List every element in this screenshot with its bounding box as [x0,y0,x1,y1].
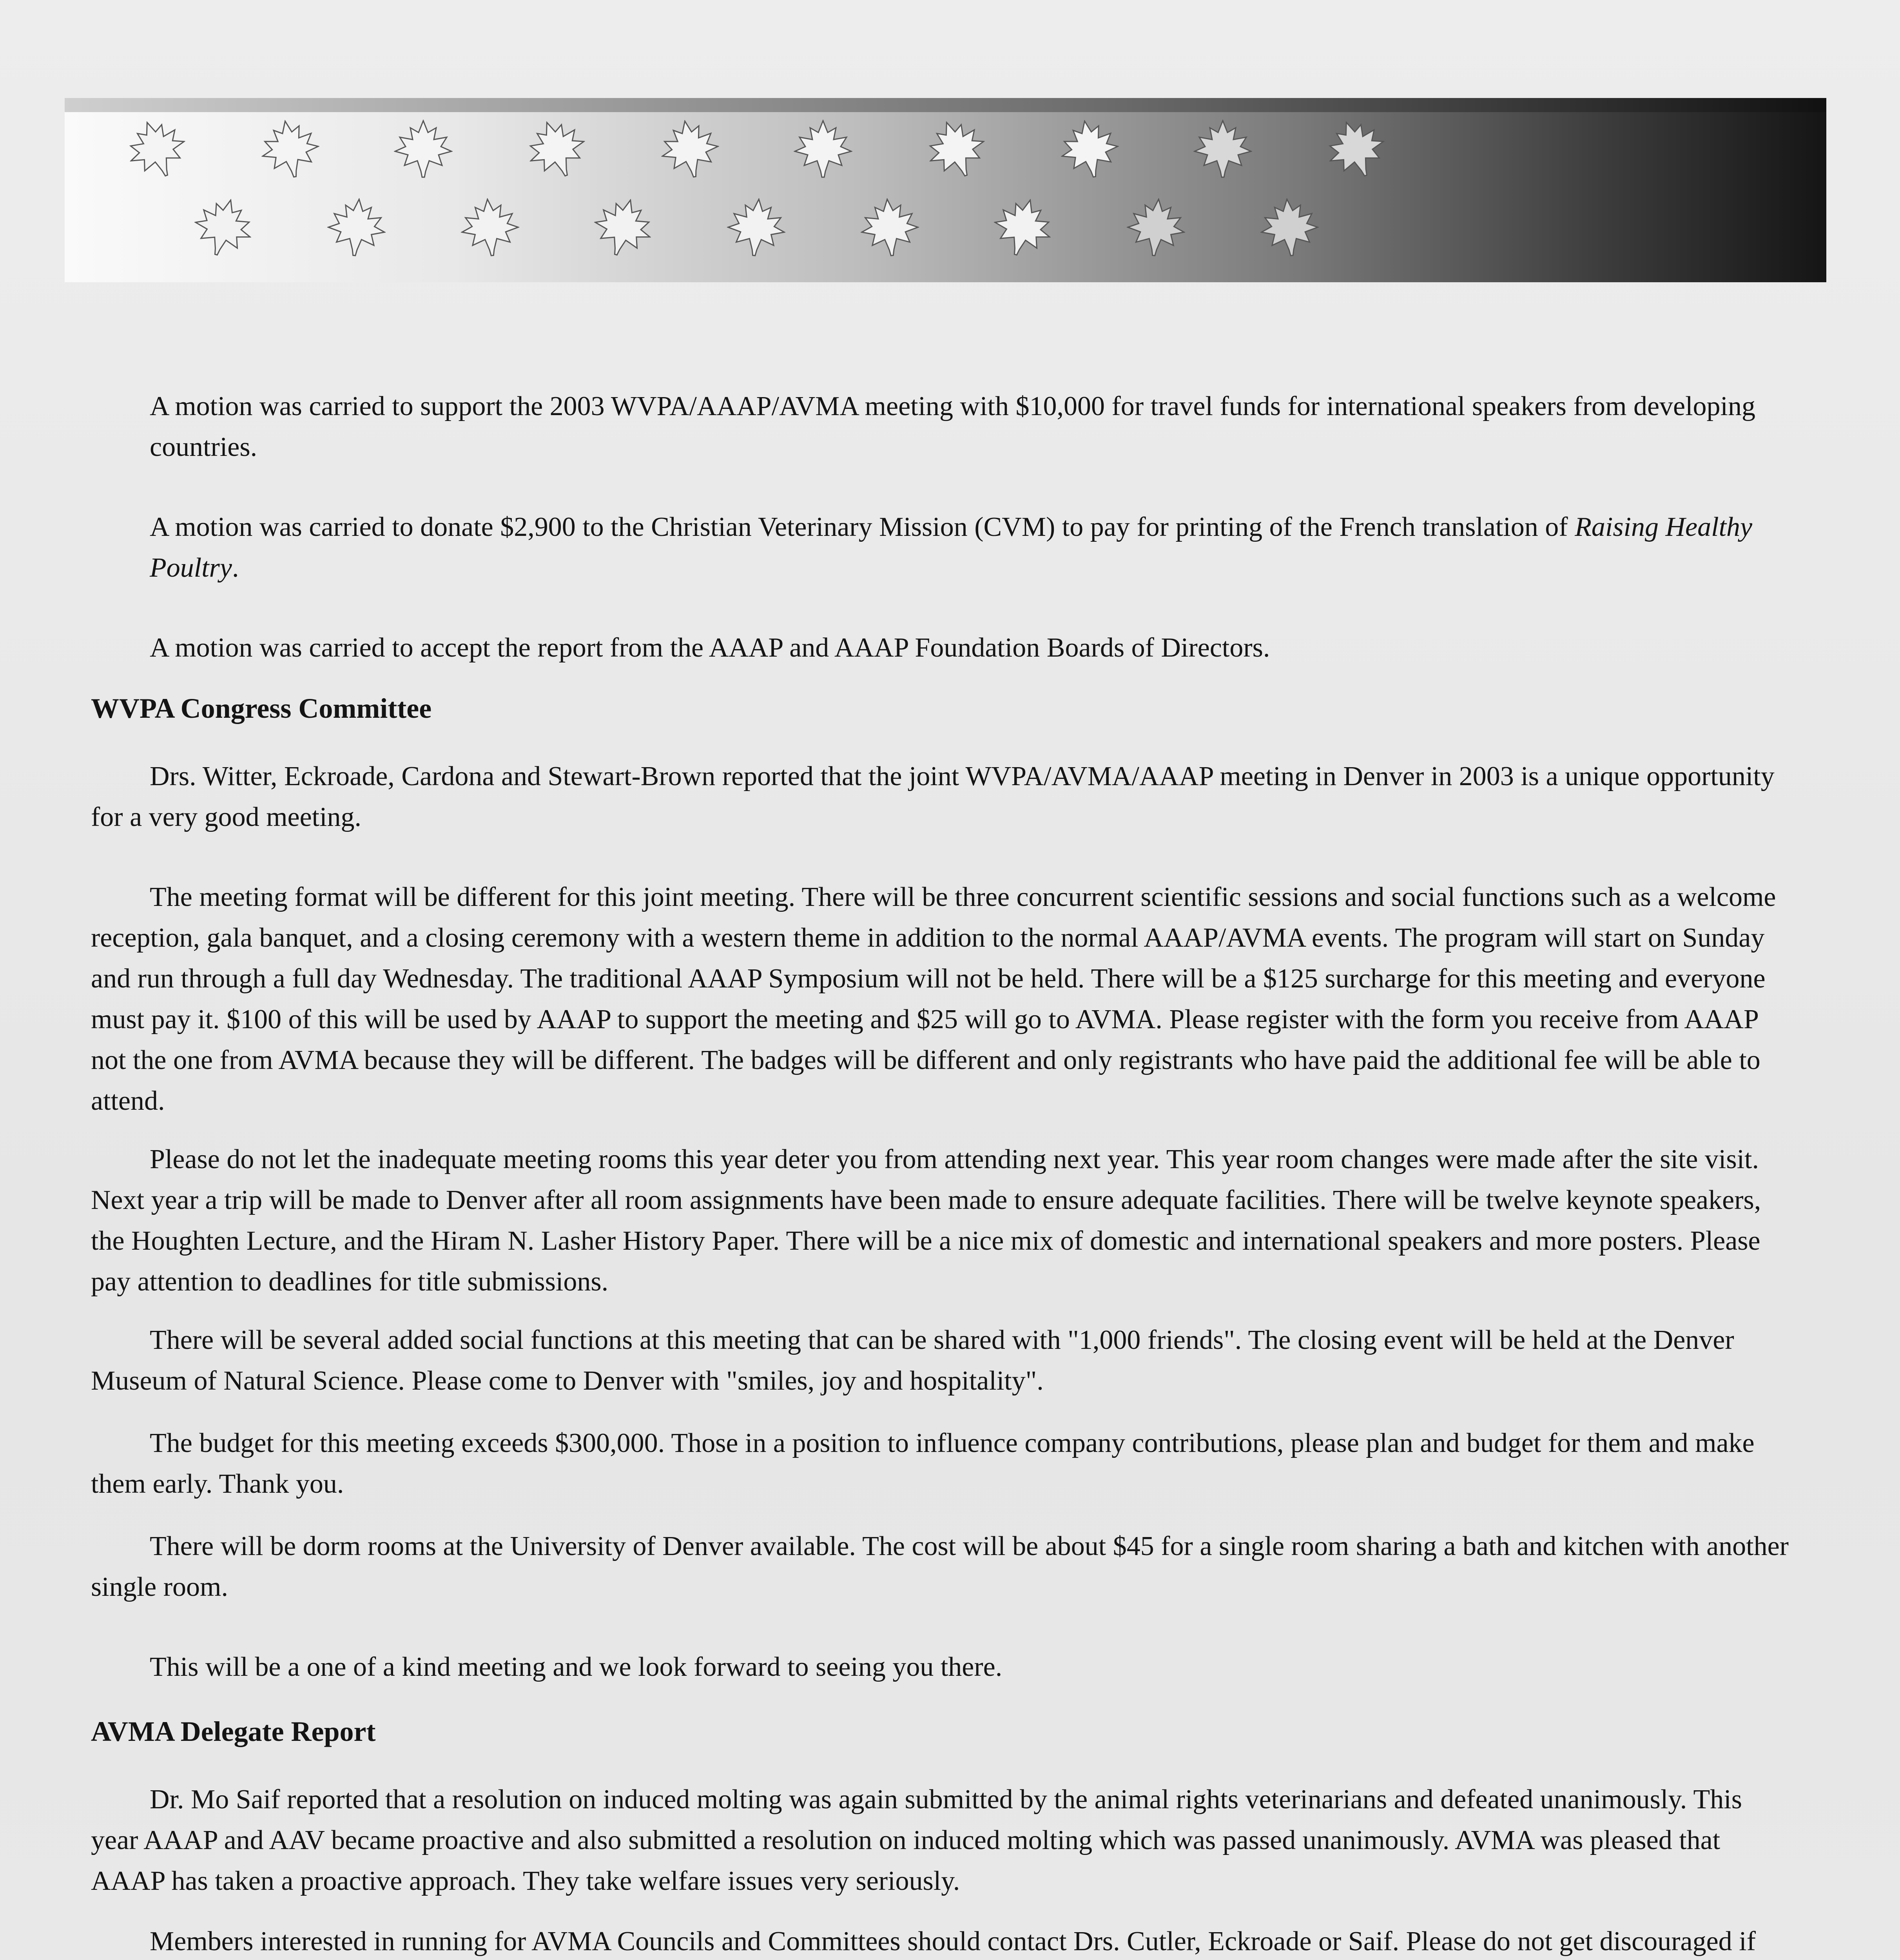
article-body [91,386,1792,1960]
maple-leaf-icon [187,191,259,263]
wvpa-paragraph: Please do not let the inadequate meeting rooms this year deter you from attending next year. This year room changes were made after the site visit. Next year a trip will be made to Denver after all room assignments have been made to ensure adequate facilities. There will be twelve keynote speakers, the Houghten Lecture, and the Hiram N. Lasher History Paper. There will be a nice mix of domestic and international speakers and more posters. Please pay attention to deadlines for title submissions. [91,1144,1761,1297]
maple-leaf-icon [394,120,453,178]
banner-top-band [65,98,1826,112]
maple-leaf-icon [1055,115,1124,183]
wvpa-paragraph: The budget for this meeting exceeds $300,000. Those in a position to influence company contributions, please plan and budget for them and make them early. Thank you. [91,1428,1755,1499]
wvpa-paragraph: This will be a one of a kind meeting and we look forward to seeing you there. [150,1652,1003,1682]
wvpa-heading: WVPA Congress Committee [91,693,432,724]
motion-cvm-text: A motion was carried to donate $2,900 to the Christian Veterinary Mission (CVM) to pay for printing of the French translation of [150,512,1568,542]
maple-leaf-icon [656,115,724,183]
wvpa-paragraph: There will be dorm rooms at the University of Denver available. The cost will be about $45 for a single room sharing a bath and kitchen with another single room. [91,1531,1789,1602]
motion-accept-paragraph: A motion was carried to accept the report from the AAAP and AAAP Foundation Boards of Directors. [150,633,1270,663]
avma-paragraph: Members interested in running for AVMA Councils and Committees should contact Drs. Cutler, Eckroade or Saif. Please do not get discouraged if [150,1926,1756,1956]
maple-leaf-icon [1193,120,1252,178]
book-title: Raising Healthy Poultry [150,512,1753,583]
maple-leaf-icon [725,196,789,260]
avma-paragraph: Dr. Mo Saif reported that a resolution on induced molting was again submitted by the animal rights veterinarians and defeated unanimously. This year AAAP and AAV became proactive and also submitted a resolution on induced molting which was passed unanimously. AVMA was pleased that AAAP has taken a proactive approach. They take welfare issues very seriously. [91,1784,1742,1896]
avma-heading: AVMA Delegate Report [91,1716,376,1747]
motion-wvpa-paragraph: A motion was carried to support the 2003 WVPA/AAAP/AVMA meeting with $10,000 for travel funds for international speakers from developing countries. [150,391,1755,462]
maple-leaf-icon [987,191,1059,263]
motion-cvm-end: . [232,553,239,583]
maple-leaf-icon [1124,196,1188,260]
maple-leaf-icon [119,111,194,187]
maple-leaf-icon [325,196,389,260]
maple-leaf-icon [794,120,852,178]
wvpa-paragraph: There will be several added social functions at this meeting that can be shared with "1,000 friends". The closing event will be held at the Denver Museum of Natural Science. Please come to Denver with "smiles, joy and hospitality". [91,1325,1734,1396]
maple-leaf-icon [587,191,659,263]
maple-leaf-icon [858,196,922,260]
maple-leaf-icon [519,111,594,187]
maple-leaf-icon [1318,111,1394,187]
maple-leaf-icon [1258,196,1322,260]
wvpa-paragraph: Drs. Witter, Eckroade, Cardona and Stewart-Brown reported that the joint WVPA/AVMA/AAAP meeting in Denver in 2003 is a unique opportunity for a very good meeting. [91,761,1775,832]
wvpa-paragraph: The meeting format will be different for this joint meeting. There will be three concurrent scientific sessions and social functions such as a welcome reception, gala banquet, and a closing ceremony with a western theme in addition to the normal AAAP/AVMA events. The program will start on Sunday and run through a full day Wednesday. The traditional AAAP Symposium will not be held. There will be a $125 surcharge for this meeting and everyone must pay it. $100 of this will be used by AAAP to support the meeting and $25 will go to AVMA. Please register with the form you receive from AAAP not the one from AVMA because they will be different. The badges will be different and only registrants who have paid the additional fee will be able to attend. [91,882,1776,1116]
maple-leaf-icon [458,196,522,260]
leaf-banner [65,98,1826,282]
maple-leaf-icon [256,115,324,183]
maple-leaf-icon [919,111,994,187]
motion-cvm-paragraph [91,507,1792,588]
